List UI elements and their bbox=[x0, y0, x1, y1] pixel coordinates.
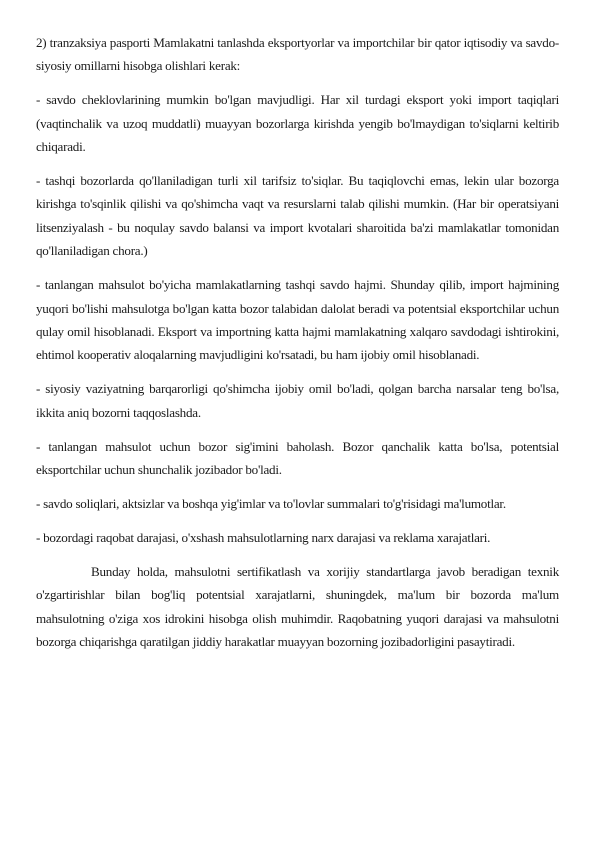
paragraph-conclusion: Bunday holda, mahsulotni sertifikatlash va xorijiy standartlarga javob beradigan texnik o'zgartirishlar bilan bog'liq potentsial xarajatlarni, shuningdek, ma'lum bir bozorda ma'lum mahsulotning o'ziga xos idrokini hisobga olish muhimdir. Raqobatning yuqori darajasi va mahsulotni bozorga chiqarishga qaratilgan jiddiy harakatlar muayyan bozorning jozibadorligini pasaytiradi. bbox=[36, 563, 559, 649]
paragraph-foreign-trade-volume: - tanlangan mahsulot bo'yicha mamlakatlarning tashqi savdo hajmi. Shunday qilib, import hajmining yuqori bo'lishi mahsulotga bo'lgan katta bozor talabidan dalolat beradi va potentsial eksportchilar uchun qulay omil hisoblanadi. Eksport va importning katta hajmi mamlakatning xalqaro savdodagi ishtirokini, ehtimol kooperativ aloqalarning mavjudligini ko'rsatadi, bu ham ijobiy omil hisoblanadi. bbox=[36, 277, 559, 363]
document-page bbox=[36, 31, 559, 664]
paragraph-non-tariff-barriers: - tashqi bozorlarda qo'llaniladigan turli xil tarifsiz to'siqlar. Bu taqiqlovchi emas, lekin ular bozorga kirishga to'sqinlik qilishi va qo'shimcha vaqt va resurslarni talab qilishi mumkin. (Har bir operatsiyani litsenziyalash - bu noqulay savdo balansi va import kvotalari sharoitida ba'zi mamlakatlar tomonidan qo'llaniladigan chora.) bbox=[36, 173, 559, 259]
paragraph-political-stability: - siyosiy vaziyatning barqarorligi qo'shimcha ijobiy omil bo'ladi, qolgan barcha narsalar teng bo'lsa, ikkita aniq bozorni taqqoslashda. bbox=[36, 381, 559, 420]
paragraph-market-capacity: - tanlangan mahsulot uchun bozor sig'imini baholash. Bozor qanchalik katta bo'lsa, potentsial eksportchilar uchun shunchalik jozibador bo'ladi. bbox=[36, 438, 559, 477]
paragraph-transaction-passport: 2) tranzaksiya pasporti Mamlakatni tanlashda eksportyorlar va importchilar bir qator iqtisodiy va savdo-siyosiy omillarni hisobga olishlari kerak: bbox=[36, 35, 559, 74]
paragraph-competition-level: - bozordagi raqobat darajasi, o'xshash mahsulotlarning narx darajasi va reklama xarajatlari. bbox=[36, 529, 491, 545]
paragraph-trade-restrictions: - savdo cheklovlarining mumkin bo'lgan mavjudligi. Har xil turdagi eksport yoki import taqiqlari (vaqtinchalik va uzoq muddatli) muayyan bozorlarga kirishda yengib bo'lmaydigan to'siqlarni keltirib chiqaradi. bbox=[36, 92, 559, 155]
paragraph-trade-taxes: - savdo soliqlari, aktsizlar va boshqa yig'imlar va to'lovlar summalari to'g'risidagi ma'lumotlar. bbox=[36, 495, 506, 511]
